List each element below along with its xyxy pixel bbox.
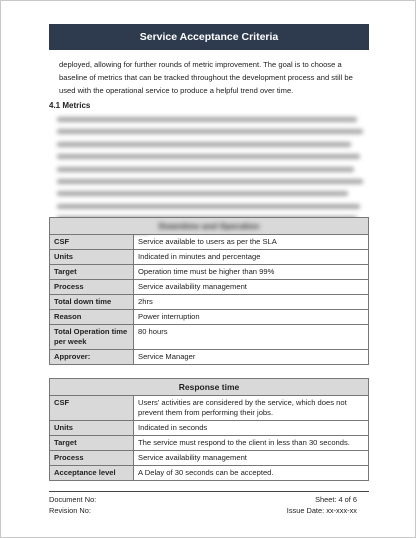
row-label: Reason [50, 310, 134, 325]
table-row [50, 280, 369, 295]
row-value: Power interruption [134, 310, 369, 325]
document-number: Document No: [49, 495, 97, 504]
row-value: Service availability management [134, 280, 369, 295]
document-title-bar [49, 24, 369, 50]
row-label: Target [50, 265, 134, 280]
row-label: Approver: [50, 350, 134, 365]
document-title: Service Acceptance Criteria [139, 31, 279, 43]
row-label: Total down time [50, 295, 134, 310]
table-row [50, 250, 369, 265]
intro-line: deployed, allowing for further rounds of metric improvement. The goal is to choose a [59, 60, 342, 69]
row-value: Service available to users as per the SLA [134, 235, 369, 250]
table-row [50, 421, 369, 436]
row-value: Indicated in seconds [134, 421, 369, 436]
row-value: 80 hours [134, 325, 369, 350]
row-value: Service Manager [134, 350, 369, 365]
table-row [50, 396, 369, 421]
intro-paragraph [59, 58, 359, 97]
row-label: Units [50, 250, 134, 265]
sheet-number: Sheet: 4 of 6 [315, 495, 357, 504]
row-label: Total Operation time per week [50, 325, 134, 350]
table-row [50, 325, 369, 350]
table-title [50, 218, 369, 235]
table-row [50, 310, 369, 325]
intro-line: baseline of metrics that can be tracked throughout the development process and still be [59, 73, 353, 82]
footer-right [273, 494, 357, 516]
table-row [50, 466, 369, 481]
intro-line: used with the operational service to produce a helpful trend over time. [59, 86, 294, 95]
table-title-text: Downtime and Operation [158, 221, 260, 231]
row-label: Acceptance level [50, 466, 134, 481]
row-value: Indicated in minutes and percentage [134, 250, 369, 265]
table-row [50, 235, 369, 250]
footer-left [49, 494, 96, 516]
revision-number: Revision No: [49, 506, 91, 515]
row-value: 2hrs [134, 295, 369, 310]
section-heading: 4.1 Metrics [49, 101, 91, 110]
table-row [50, 451, 369, 466]
table-row [50, 436, 369, 451]
row-label: Process [50, 280, 134, 295]
footer-divider [49, 491, 369, 492]
response-time-table [49, 378, 369, 481]
row-label: Process [50, 451, 134, 466]
issue-date: Issue Date: xx-xxx-xx [286, 506, 357, 515]
downtime-criteria-table [49, 217, 369, 365]
row-value: The service must respond to the client in less than 30 seconds. [134, 436, 369, 451]
table-row [50, 265, 369, 280]
row-label: CSF [50, 235, 134, 250]
row-label: Units [50, 421, 134, 436]
row-label: CSF [50, 396, 134, 421]
table-title: Response time [50, 379, 369, 396]
row-value: Service availability management [134, 451, 369, 466]
table-row [50, 350, 369, 365]
table-row [50, 295, 369, 310]
row-value: Operation time must be higher than 99% [134, 265, 369, 280]
row-label: Target [50, 436, 134, 451]
row-value: A Delay of 30 seconds can be accepted. [134, 466, 369, 481]
row-value: Users' activities are considered by the service, which does not prevent them from performing their jobs. [134, 396, 369, 421]
blurred-paragraph [57, 117, 363, 207]
